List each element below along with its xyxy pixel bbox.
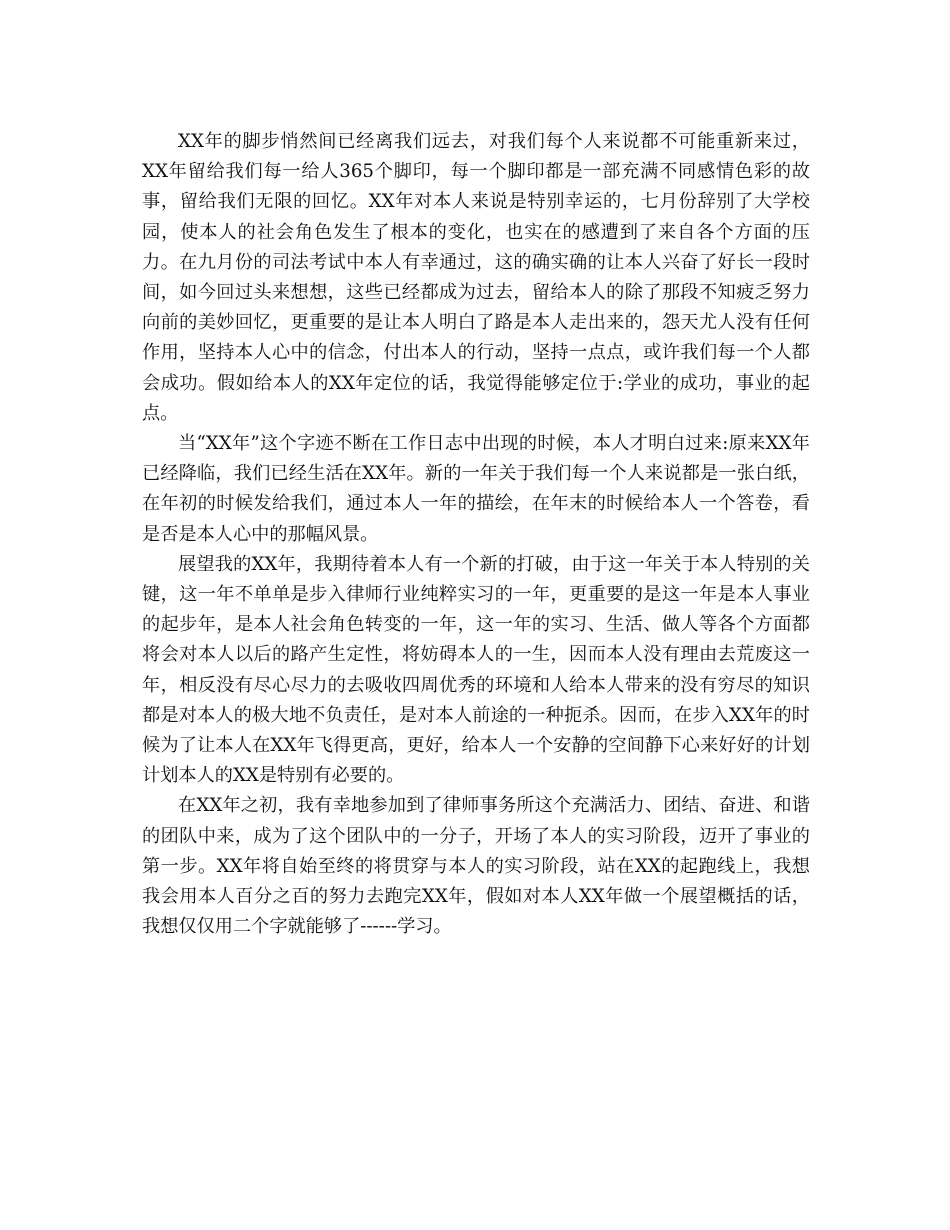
paragraph-2: 当“XX年”这个字迹不断在工作日志中出现的时候，本人才明白过来:原来XX年已经降临，我们已经生活在XX年。新的一年关于我们每一个人来说都是一张白纸，在年初的时候发给我们，通过本人一年的描绘，在年末的时候给本人一个答卷，看是否是本人心中的那幅风景。 xyxy=(142,433,810,545)
paragraph-4: 在XX年之初，我有幸地参加到了律师事务所这个充满活力、团结、奋进、和谐的团队中来，成为了这个团队中的一分子，开场了本人的实习阶段，迈开了事业的第一步。XX年将自始至终的将贯穿与本人的实习阶段，站在XX的起跑线上，我想我会用本人百分之百的努力去跑完XX年，假如对本人XX年做一个展望概括的话，我想仅仅用二个字就能够了------学习。 xyxy=(142,795,810,938)
paragraph-3: 展望我的XX年，我期待着本人有一个新的打破，由于这一年关于本人特别的关键，这一年不单单是步入律师行业纯粹实习的一年，更重要的是这一年是本人事业的起步年，是本人社会角色转变的一年，这一年的实习、生活、做人等各个方面都将会对本人以后的路产生定性，将妨碍本人的一生，因而本人没有理由去荒废这一年，相反没有尽心尽力的去吸收四周优秀的环境和人给本人带来的没有穷尽的知识都是对本人的极大地不负责任，是对本人前途的一种扼杀。因而，在步入XX年的时候为了让本人在XX年飞得更高，更好，给本人一个安静的空间静下心来好好的计划计划本人的XX是特别有必要的。 xyxy=(142,553,810,787)
paragraph-1: XX年的脚步悄然间已经离我们远去，对我们每个人来说都不可能重新来过，XX年留给我们每一给人365个脚印，每一个脚印都是一部充满不同感情色彩的故事，留给我们无限的回忆。XX年对本人来说是特别幸运的，七月份辞别了大学校园，使本人的社会角色发生了根本的变化，也实在的感遭到了来自各个方面的压力。在九月份的司法考试中本人有幸通过，这的确实确的让本人兴奋了好长一段时间，如今回过头来想想，这些已经都成为过去，留给本人的除了那段不知疲乏努力向前的美妙回忆，更重要的是让本人明白了路是本人走出来的，怨天尤人没有任何作用，坚持本人心中的信念，付出本人的行动，坚持一点点，或许我们每一个人都会成功。假如给本人的XX年定位的话，我觉得能够定位于:学业的成功，事业的起点。 xyxy=(142,131,810,424)
document-body xyxy=(142,127,810,942)
